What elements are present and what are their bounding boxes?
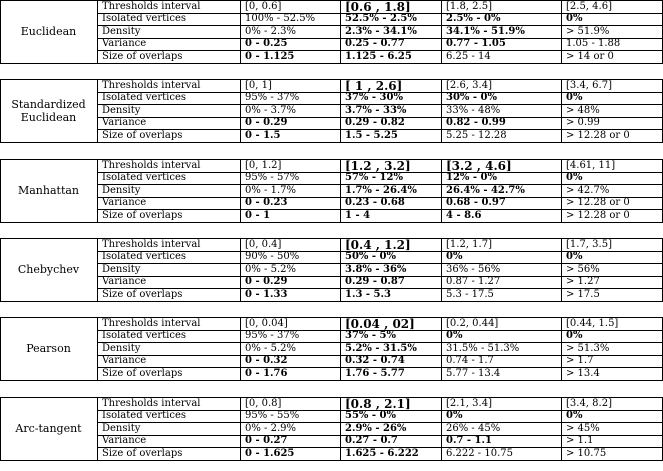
row-label: Density (102, 184, 141, 196)
value-cell: 31.5% - 51.3% (446, 342, 520, 354)
column-rule (340, 0, 341, 63)
row-label: Thresholds interval (102, 317, 201, 329)
value-cell: 0 - 1.625 (245, 447, 295, 459)
group-bottom-rule (0, 63, 663, 64)
row-label: Size of overlaps (102, 367, 183, 379)
value-cell: 0% - 2.3% (245, 25, 297, 37)
column-rule (97, 159, 98, 222)
value-cell: 0.27 - 0.7 (345, 435, 398, 447)
group-bottom-rule (0, 301, 663, 302)
metric-name (0, 263, 97, 276)
value-cell: [0.2, 0.44] (446, 317, 499, 329)
value-cell: 30% - 0% (446, 92, 497, 104)
value-cell: 2.5% - 0% (446, 13, 501, 25)
row-label: Variance (102, 355, 147, 367)
metric-name (0, 422, 97, 435)
column-rule (97, 79, 98, 142)
value-cell: 1.76 - 5.77 (345, 367, 405, 379)
group-top-rule (0, 397, 663, 398)
column-rule (561, 0, 562, 63)
value-cell: > 13.4 (566, 367, 600, 379)
metric-group (0, 79, 663, 142)
value-cell: 0 - 0.25 (245, 38, 288, 50)
metric-name (0, 25, 97, 38)
value-cell: > 17.5 (566, 288, 600, 300)
row-label: Size of overlaps (102, 288, 183, 300)
value-cell: 0 - 0.32 (245, 355, 288, 367)
value-cell: 95% - 57% (245, 172, 300, 184)
value-cell: [3.4, 8.2] (566, 397, 612, 409)
value-cell: [2.5, 4.6] (566, 0, 612, 12)
value-cell: 0% (566, 251, 583, 263)
row-label: Variance (102, 38, 147, 50)
column-rule (97, 397, 98, 460)
row-label: Thresholds interval (102, 159, 201, 171)
value-cell: 90% - 50% (245, 251, 300, 263)
value-cell: [1.8, 2.5] (446, 0, 492, 12)
column-rule (561, 317, 562, 380)
value-cell: 1.05 - 1.88 (566, 38, 621, 50)
value-cell: 0 - 0.29 (245, 276, 288, 288)
value-cell: [1.7, 3.5] (566, 238, 612, 250)
value-cell: [3.2 , 4.6] (446, 158, 512, 173)
metric-name (0, 342, 97, 355)
value-cell: 100% - 52.5% (245, 13, 316, 25)
value-cell: 0.29 - 0.82 (345, 117, 405, 129)
value-cell: 0% (566, 172, 583, 184)
value-cell: > 12.28 or 0 (566, 197, 630, 209)
metric-group (0, 238, 663, 301)
metric-name (0, 184, 97, 197)
metric-group (0, 317, 663, 380)
metric-group (0, 397, 663, 460)
value-cell: 0.25 - 0.77 (345, 38, 405, 50)
group-bottom-rule (0, 460, 663, 461)
value-cell: [0.6 , 1.8] (345, 0, 411, 14)
value-cell: 0% - 1.7% (245, 184, 297, 196)
value-cell: 1.3 - 5.3 (345, 288, 391, 300)
column-rule (441, 159, 442, 222)
value-cell: > 48% (566, 104, 600, 116)
column-rule (240, 79, 241, 142)
column-rule (441, 238, 442, 301)
value-cell: > 42.7% (566, 184, 610, 196)
value-cell: [0.04 , 02] (345, 316, 415, 331)
value-cell: 0 - 1.33 (245, 288, 288, 300)
group-top-rule (0, 238, 663, 239)
value-cell: > 51.9% (566, 25, 610, 37)
group-top-rule (0, 159, 663, 160)
value-cell: [2.6, 3.4] (446, 79, 492, 91)
value-cell: 0% (566, 330, 583, 342)
metric-name-line: Chebychev (17, 263, 80, 276)
metric-name-line: Arc-tangent (15, 422, 82, 435)
value-cell: 26% - 45% (446, 422, 501, 434)
metric-name-line: Euclidean (20, 25, 77, 38)
value-cell: 0 - 0.29 (245, 117, 288, 129)
column-rule (441, 317, 442, 380)
row-label: Isolated vertices (102, 410, 186, 422)
value-cell: 0 - 1.5 (245, 129, 281, 141)
column-rule (340, 397, 341, 460)
row-label: Density (102, 263, 141, 275)
value-cell: 0 - 1.125 (245, 50, 295, 62)
row-label: Variance (102, 276, 147, 288)
value-cell: [0.8 , 2.1] (345, 396, 411, 411)
row-label: Isolated vertices (102, 13, 186, 25)
group-bottom-rule (0, 222, 663, 223)
metric-group (0, 159, 663, 222)
value-cell: 95% - 37% (245, 330, 300, 342)
value-cell: 0% (446, 251, 463, 263)
value-cell: 37% - 30% (345, 92, 403, 104)
row-label: Variance (102, 197, 147, 209)
value-cell: > 1.7 (566, 355, 594, 367)
value-cell: 0.77 - 1.05 (446, 38, 506, 50)
value-cell: 6.222 - 10.75 (446, 447, 513, 459)
value-cell: 0% - 5.2% (245, 342, 297, 354)
column-rule (340, 79, 341, 142)
value-cell: 0.32 - 0.74 (345, 355, 405, 367)
row-label: Isolated vertices (102, 251, 186, 263)
value-cell: 5.3 - 17.5 (446, 288, 494, 300)
value-cell: [4.61, 11] (566, 159, 616, 171)
value-cell: 0% (446, 330, 463, 342)
column-rule (240, 159, 241, 222)
row-label: Density (102, 422, 141, 434)
row-label: Isolated vertices (102, 92, 186, 104)
value-cell: 0 - 1.76 (245, 367, 288, 379)
value-cell: 0.82 - 0.99 (446, 117, 506, 129)
value-cell: 57% - 12% (345, 172, 403, 184)
group-top-rule (0, 0, 663, 1)
value-cell: 1.625 - 6.222 (345, 447, 419, 459)
value-cell: 0% - 5.2% (245, 263, 297, 275)
value-cell: 1 - 4 (345, 209, 371, 221)
value-cell: 33% - 48% (446, 104, 501, 116)
value-cell: 0.29 - 0.87 (345, 276, 405, 288)
column-rule (441, 0, 442, 63)
metric-name-line: Standardized (11, 98, 86, 111)
metric-name-line: Pearson (26, 342, 71, 355)
group-top-rule (0, 317, 663, 318)
value-cell: 95% - 55% (245, 410, 300, 422)
value-cell: [0, 0.8] (245, 397, 282, 409)
row-label: Thresholds interval (102, 397, 201, 409)
value-cell: 0% (566, 92, 583, 104)
value-cell: 0% (566, 13, 583, 25)
value-cell: 1.125 - 6.25 (345, 50, 412, 62)
value-cell: 26.4% - 42.7% (446, 184, 525, 196)
metric-group (0, 0, 663, 63)
row-label: Thresholds interval (102, 238, 201, 250)
value-cell: 0 - 0.23 (245, 197, 288, 209)
column-rule (240, 0, 241, 63)
column-rule (97, 317, 98, 380)
value-cell: 50% - 0% (345, 251, 396, 263)
metric-name-line: Manhattan (17, 184, 80, 197)
row-label: Variance (102, 117, 147, 129)
value-cell: [0, 0.04] (245, 317, 288, 329)
value-cell: > 12.28 or 0 (566, 209, 630, 221)
column-rule (441, 397, 442, 460)
value-cell: 0% (446, 410, 463, 422)
row-label: Density (102, 342, 141, 354)
value-cell: [0.4 , 1.2] (345, 237, 411, 252)
value-cell: 0 - 1 (245, 209, 271, 221)
value-cell: 0% - 3.7% (245, 104, 297, 116)
value-cell: > 56% (566, 263, 600, 275)
value-cell: 12% - 0% (446, 172, 497, 184)
value-cell: 0.68 - 0.97 (446, 197, 506, 209)
value-cell: 34.1% - 51.9% (446, 25, 525, 37)
value-cell: 52.5% - 2.5% (345, 13, 417, 25)
row-label: Thresholds interval (102, 0, 201, 12)
column-rule (240, 397, 241, 460)
metric-name-line: Euclidean (20, 111, 77, 124)
value-cell: [0, 1] (245, 79, 272, 91)
value-cell: > 12.28 or 0 (566, 129, 630, 141)
row-label: Size of overlaps (102, 447, 183, 459)
column-rule (97, 0, 98, 63)
row-label: Size of overlaps (102, 129, 183, 141)
value-cell: 5.77 - 13.4 (446, 367, 501, 379)
column-rule (340, 238, 341, 301)
column-rule (561, 238, 562, 301)
row-label: Isolated vertices (102, 172, 186, 184)
value-cell: 0.74 - 1.7 (446, 355, 494, 367)
value-cell: > 0.99 (566, 117, 600, 129)
row-label: Isolated vertices (102, 330, 186, 342)
column-rule (340, 317, 341, 380)
value-cell: > 10.75 (566, 447, 607, 459)
value-cell: 4 - 8.6 (446, 209, 482, 221)
value-cell: [0.44, 1.5] (566, 317, 619, 329)
row-label: Size of overlaps (102, 209, 183, 221)
value-cell: 37% - 5% (345, 330, 396, 342)
value-cell: 55% - 0% (345, 410, 396, 422)
value-cell: 5.2% - 31.5% (345, 342, 417, 354)
column-rule (561, 159, 562, 222)
value-cell: 5.25 - 12.28 (446, 129, 507, 141)
column-rule (561, 397, 562, 460)
row-label: Density (102, 25, 141, 37)
value-cell: 1.7% - 26.4% (345, 184, 417, 196)
value-cell: > 45% (566, 422, 600, 434)
value-cell: 3.8% - 36% (345, 263, 407, 275)
value-cell: > 1.1 (566, 435, 594, 447)
value-cell: > 1.27 (566, 276, 600, 288)
column-rule (240, 238, 241, 301)
value-cell: [2.1, 3.4] (446, 397, 492, 409)
value-cell: 2.3% - 34.1% (345, 25, 417, 37)
value-cell: 0 - 0.27 (245, 435, 288, 447)
column-rule (441, 79, 442, 142)
row-label: Variance (102, 435, 147, 447)
value-cell: [0, 0.6] (245, 0, 282, 12)
value-cell: [3.4, 6.7] (566, 79, 612, 91)
column-rule (561, 79, 562, 142)
value-cell: 3.7% - 33% (345, 104, 407, 116)
value-cell: 36% - 56% (446, 263, 501, 275)
row-label: Thresholds interval (102, 79, 201, 91)
column-rule (97, 238, 98, 301)
row-label: Size of overlaps (102, 50, 183, 62)
value-cell: [0, 1.2] (245, 159, 282, 171)
value-cell: > 51.3% (566, 342, 610, 354)
metric-name (0, 98, 97, 124)
value-cell: 6.25 - 14 (446, 50, 491, 62)
value-cell: 0% (566, 410, 583, 422)
value-cell: 0% - 2.9% (245, 422, 297, 434)
value-cell: 95% - 37% (245, 92, 300, 104)
value-cell: [0, 0.4] (245, 238, 282, 250)
value-cell: 2.9% - 26% (345, 422, 407, 434)
value-cell: 0.7 - 1.1 (446, 435, 492, 447)
row-label: Density (102, 104, 141, 116)
value-cell: [1.2 , 3.2] (345, 158, 411, 173)
column-rule (340, 159, 341, 222)
group-bottom-rule (0, 380, 663, 381)
value-cell: 0.87 - 1.27 (446, 276, 501, 288)
value-cell: [1.2, 1.7] (446, 238, 492, 250)
value-cell: 0.23 - 0.68 (345, 197, 405, 209)
value-cell: [ 1 , 2.6] (345, 78, 403, 93)
value-cell: > 14 or 0 (566, 50, 614, 62)
value-cell: 1.5 - 5.25 (345, 129, 398, 141)
column-rule (240, 317, 241, 380)
group-top-rule (0, 79, 663, 80)
group-bottom-rule (0, 142, 663, 143)
